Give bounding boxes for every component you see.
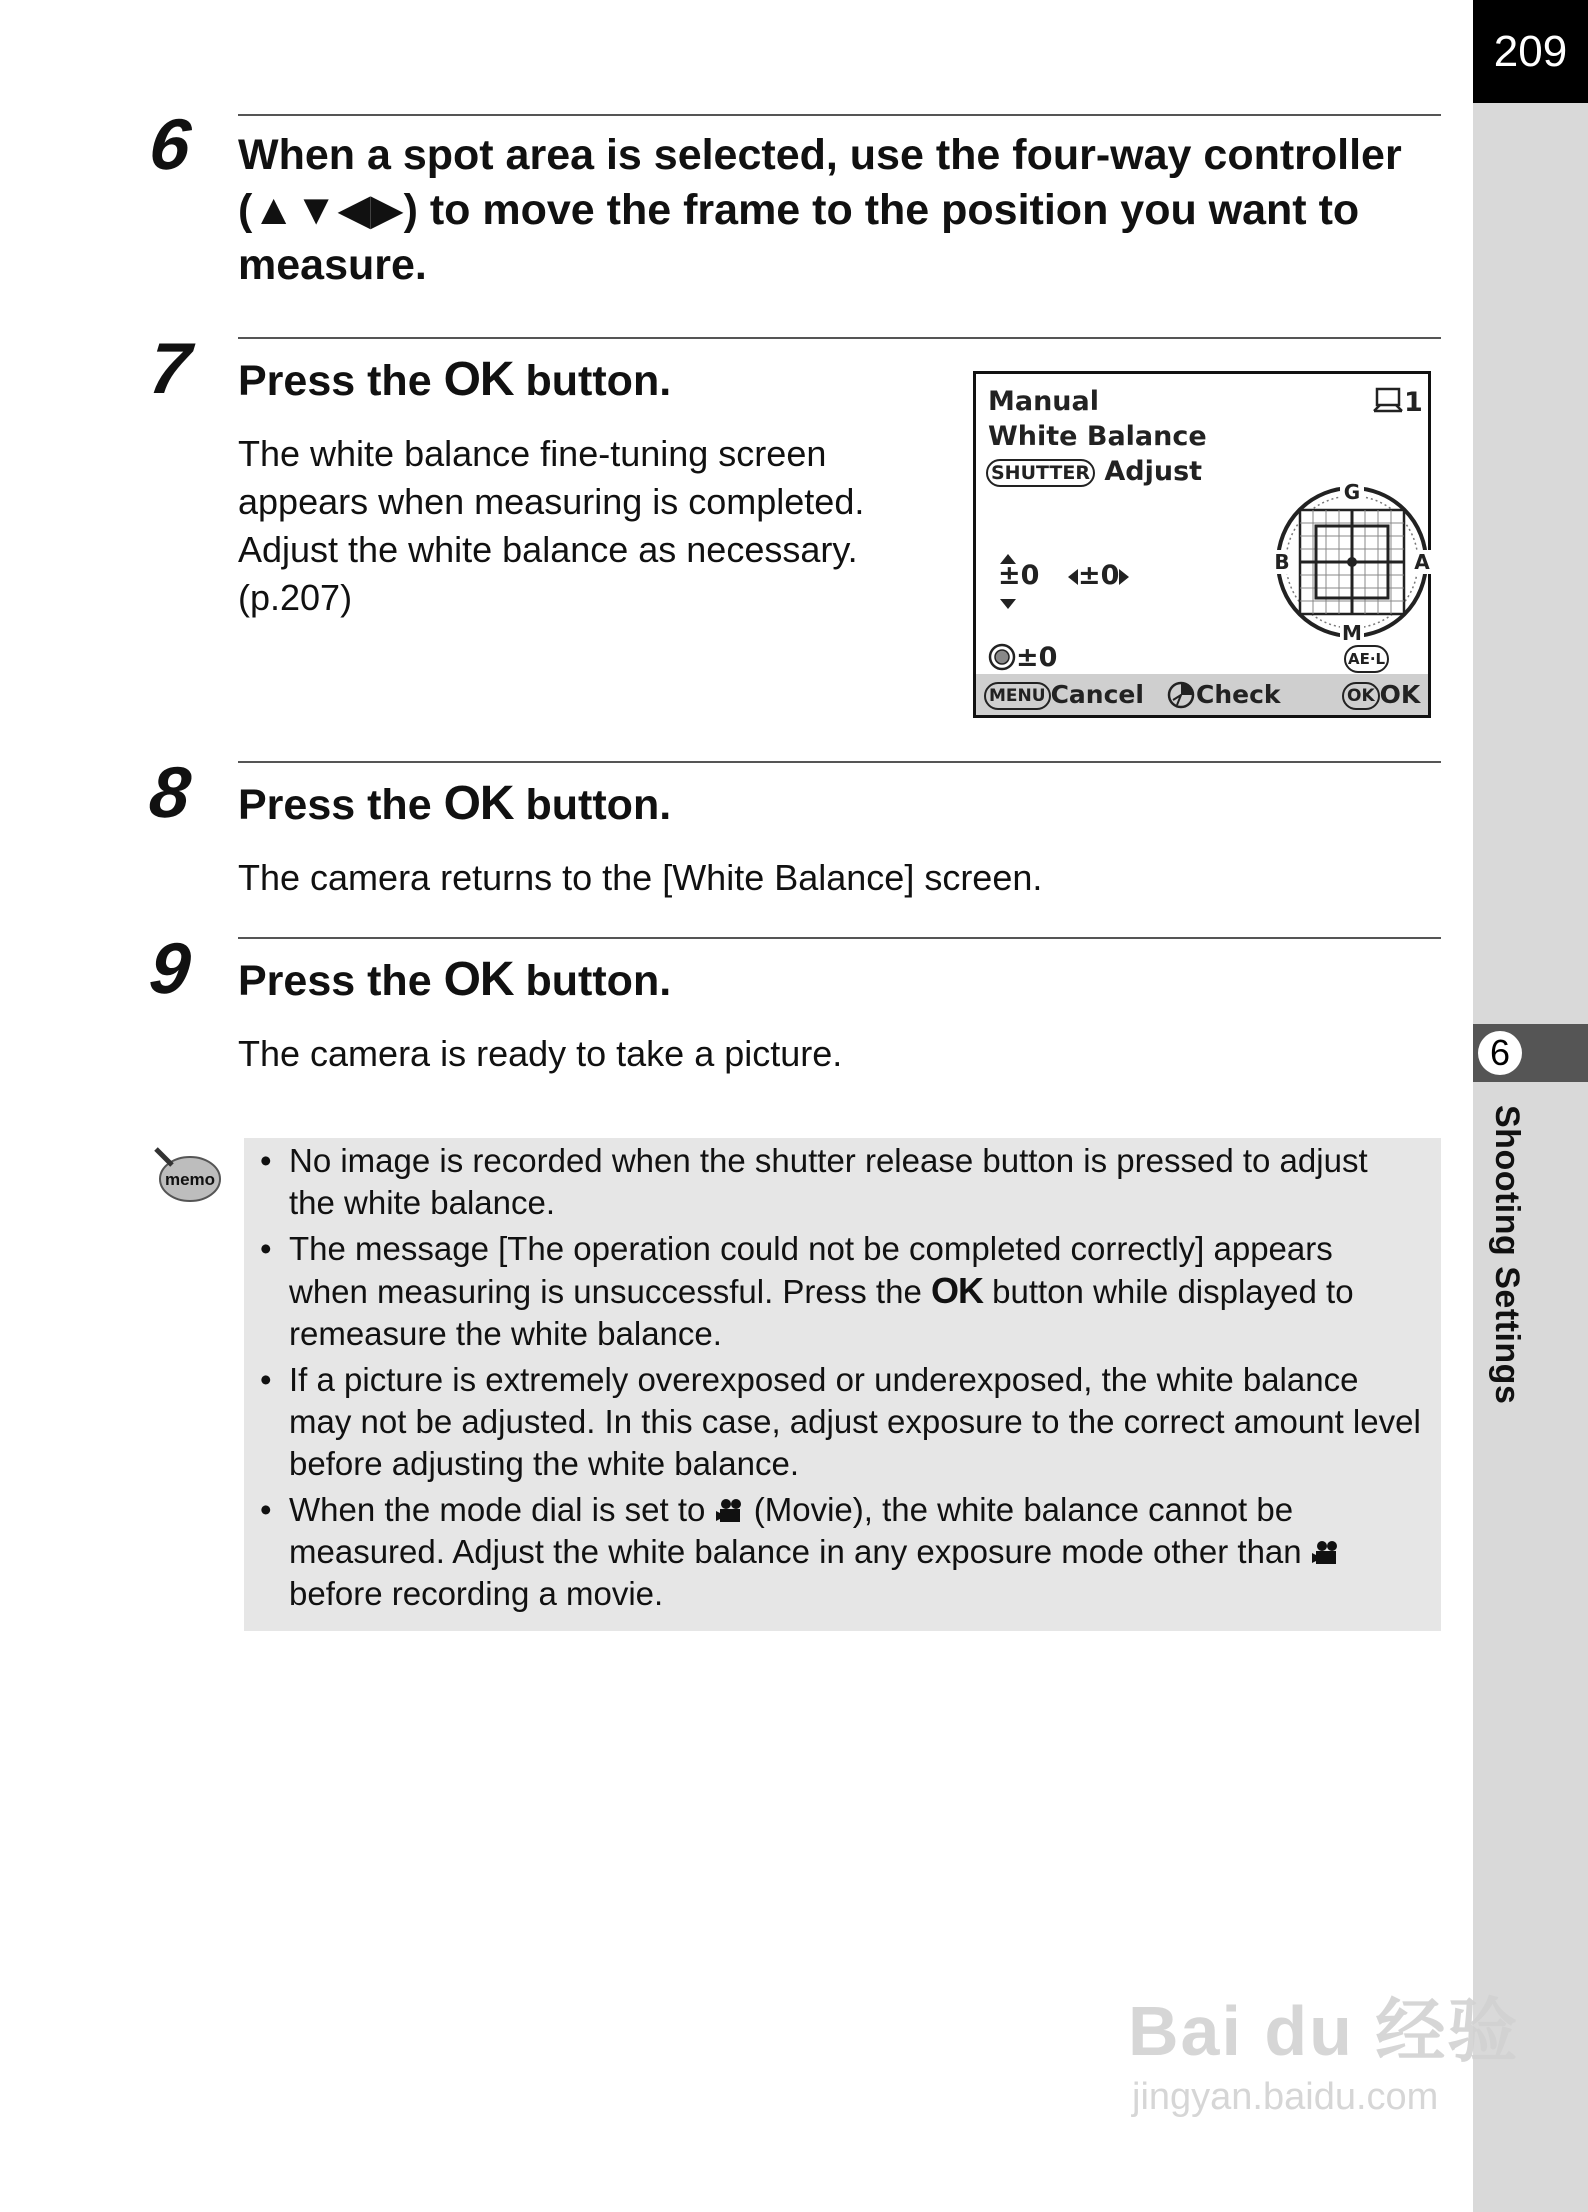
page-number: 209 xyxy=(1473,0,1588,103)
cancel-label: Cancel xyxy=(1050,680,1144,709)
step-number: 9 xyxy=(145,929,195,1009)
ok-button-icon: OK xyxy=(443,353,514,406)
preview-dial-icon xyxy=(1166,680,1196,710)
memo-item: • When the mode dial is set to (Movie), the white balance cannot be measured. Adjust the white balance in any exposure mode other than before recording a movie. xyxy=(258,1489,1428,1615)
body-line: The white balance fine-tuning screen xyxy=(238,433,827,474)
grid-label-right: A xyxy=(1414,550,1430,574)
ael-button-icon: AE·L xyxy=(1344,645,1389,673)
down-arrow-icon xyxy=(1000,594,1016,613)
memo-item: • No image is recorded when the shutter release button is pressed to adjust the white balance. xyxy=(258,1140,1428,1224)
horizontal-shift xyxy=(1068,560,1129,591)
memo-icon xyxy=(150,1143,222,1212)
grid-label-bottom: M xyxy=(1342,621,1362,642)
svg-text:memo: memo xyxy=(164,1170,216,1189)
shutter-button-icon: SHUTTER xyxy=(986,459,1095,487)
screen-title: White Balance xyxy=(988,421,1207,452)
vertical-shift-value: ±0 xyxy=(998,560,1040,591)
watermark-brand: Bai du 经验 xyxy=(1128,1992,1520,2070)
body-line: appears when measuring is completed. xyxy=(238,481,865,522)
heading-text: button. xyxy=(525,781,672,829)
divider xyxy=(238,937,1441,939)
grid-label-left: B xyxy=(1274,550,1290,574)
ok-button-icon: OK xyxy=(930,1270,983,1311)
check-label: Check xyxy=(1196,680,1281,709)
left-arrow-icon xyxy=(1068,569,1078,585)
frame-count: 1 xyxy=(1372,386,1423,418)
check-action xyxy=(1166,680,1281,710)
right-arrow-icon xyxy=(1119,569,1129,585)
divider xyxy=(238,114,1441,116)
movie-mode-icon xyxy=(1311,1539,1341,1567)
grid-label-top: G xyxy=(1343,482,1361,504)
fine-tune-grid xyxy=(1272,482,1432,642)
adjust-label: Adjust xyxy=(1104,456,1203,487)
camera-bottom-bar xyxy=(976,674,1428,715)
divider xyxy=(238,337,1441,339)
watermark xyxy=(1128,1975,1519,2119)
watermark-url: jingyan.baidu.com xyxy=(1132,2076,1439,2118)
step-7-heading xyxy=(238,352,671,409)
menu-button-icon: MENU xyxy=(984,682,1051,710)
card-frame-icon xyxy=(1372,386,1404,414)
ok-action xyxy=(1342,680,1420,710)
screen-mode-label: Manual xyxy=(988,386,1100,417)
dial-icon xyxy=(988,643,1016,671)
step-9-heading xyxy=(238,952,671,1009)
step-number: 7 xyxy=(145,329,195,409)
heading-line: (▲▼◀▶) to move the frame to the position you want to xyxy=(238,186,1360,234)
dial-value: ±0 xyxy=(1016,642,1058,673)
step-8-body: The camera returns to the [White Balance] screen. xyxy=(238,857,1043,898)
heading-text: Press the xyxy=(238,357,432,405)
ok-label: OK xyxy=(1379,680,1421,709)
dial-row xyxy=(988,642,1057,673)
body-line: (p.207) xyxy=(238,577,353,618)
horizontal-shift-value: ±0 xyxy=(1078,560,1120,591)
step-number: 8 xyxy=(145,753,195,833)
ok-button-icon: OK xyxy=(443,777,514,830)
memo-item: • The message [The operation could not be completed correctly] appears when measuring is unsuccessful. Press the OK button while displayed to remeasure the white balance. xyxy=(258,1228,1428,1355)
shutter-adjust xyxy=(986,456,1202,487)
body-line: Adjust the white balance as necessary. xyxy=(238,529,858,570)
chapter-title: Shooting Settings xyxy=(1488,1105,1526,1405)
ok-key-icon: OK xyxy=(1342,682,1380,710)
heading-line: When a spot area is selected, use the four-way controller xyxy=(238,131,1402,179)
heading-text: button. xyxy=(525,957,672,1005)
cancel-action xyxy=(984,680,1144,710)
heading-text: Press the xyxy=(238,781,432,829)
memo-item: • If a picture is extremely overexposed or underexposed, the white balance may not be adjusted. In this case, adjust exposure to the correct amount level before adjusting the white balance. xyxy=(258,1359,1428,1485)
memo-list xyxy=(258,1140,1428,1619)
step-6-heading xyxy=(238,128,1402,293)
movie-mode-icon xyxy=(715,1497,745,1525)
heading-text: Press the xyxy=(238,957,432,1005)
step-9-body: The camera is ready to take a picture. xyxy=(238,1033,843,1074)
step-7-body xyxy=(238,430,864,622)
heading-line: measure. xyxy=(238,241,427,289)
step-8-heading xyxy=(238,776,671,833)
camera-screen xyxy=(973,371,1431,718)
divider xyxy=(238,761,1441,763)
chapter-number: 6 xyxy=(1478,1031,1522,1075)
ok-button-icon: OK xyxy=(443,953,514,1006)
step-number: 6 xyxy=(145,105,195,185)
heading-text: button. xyxy=(525,357,672,405)
